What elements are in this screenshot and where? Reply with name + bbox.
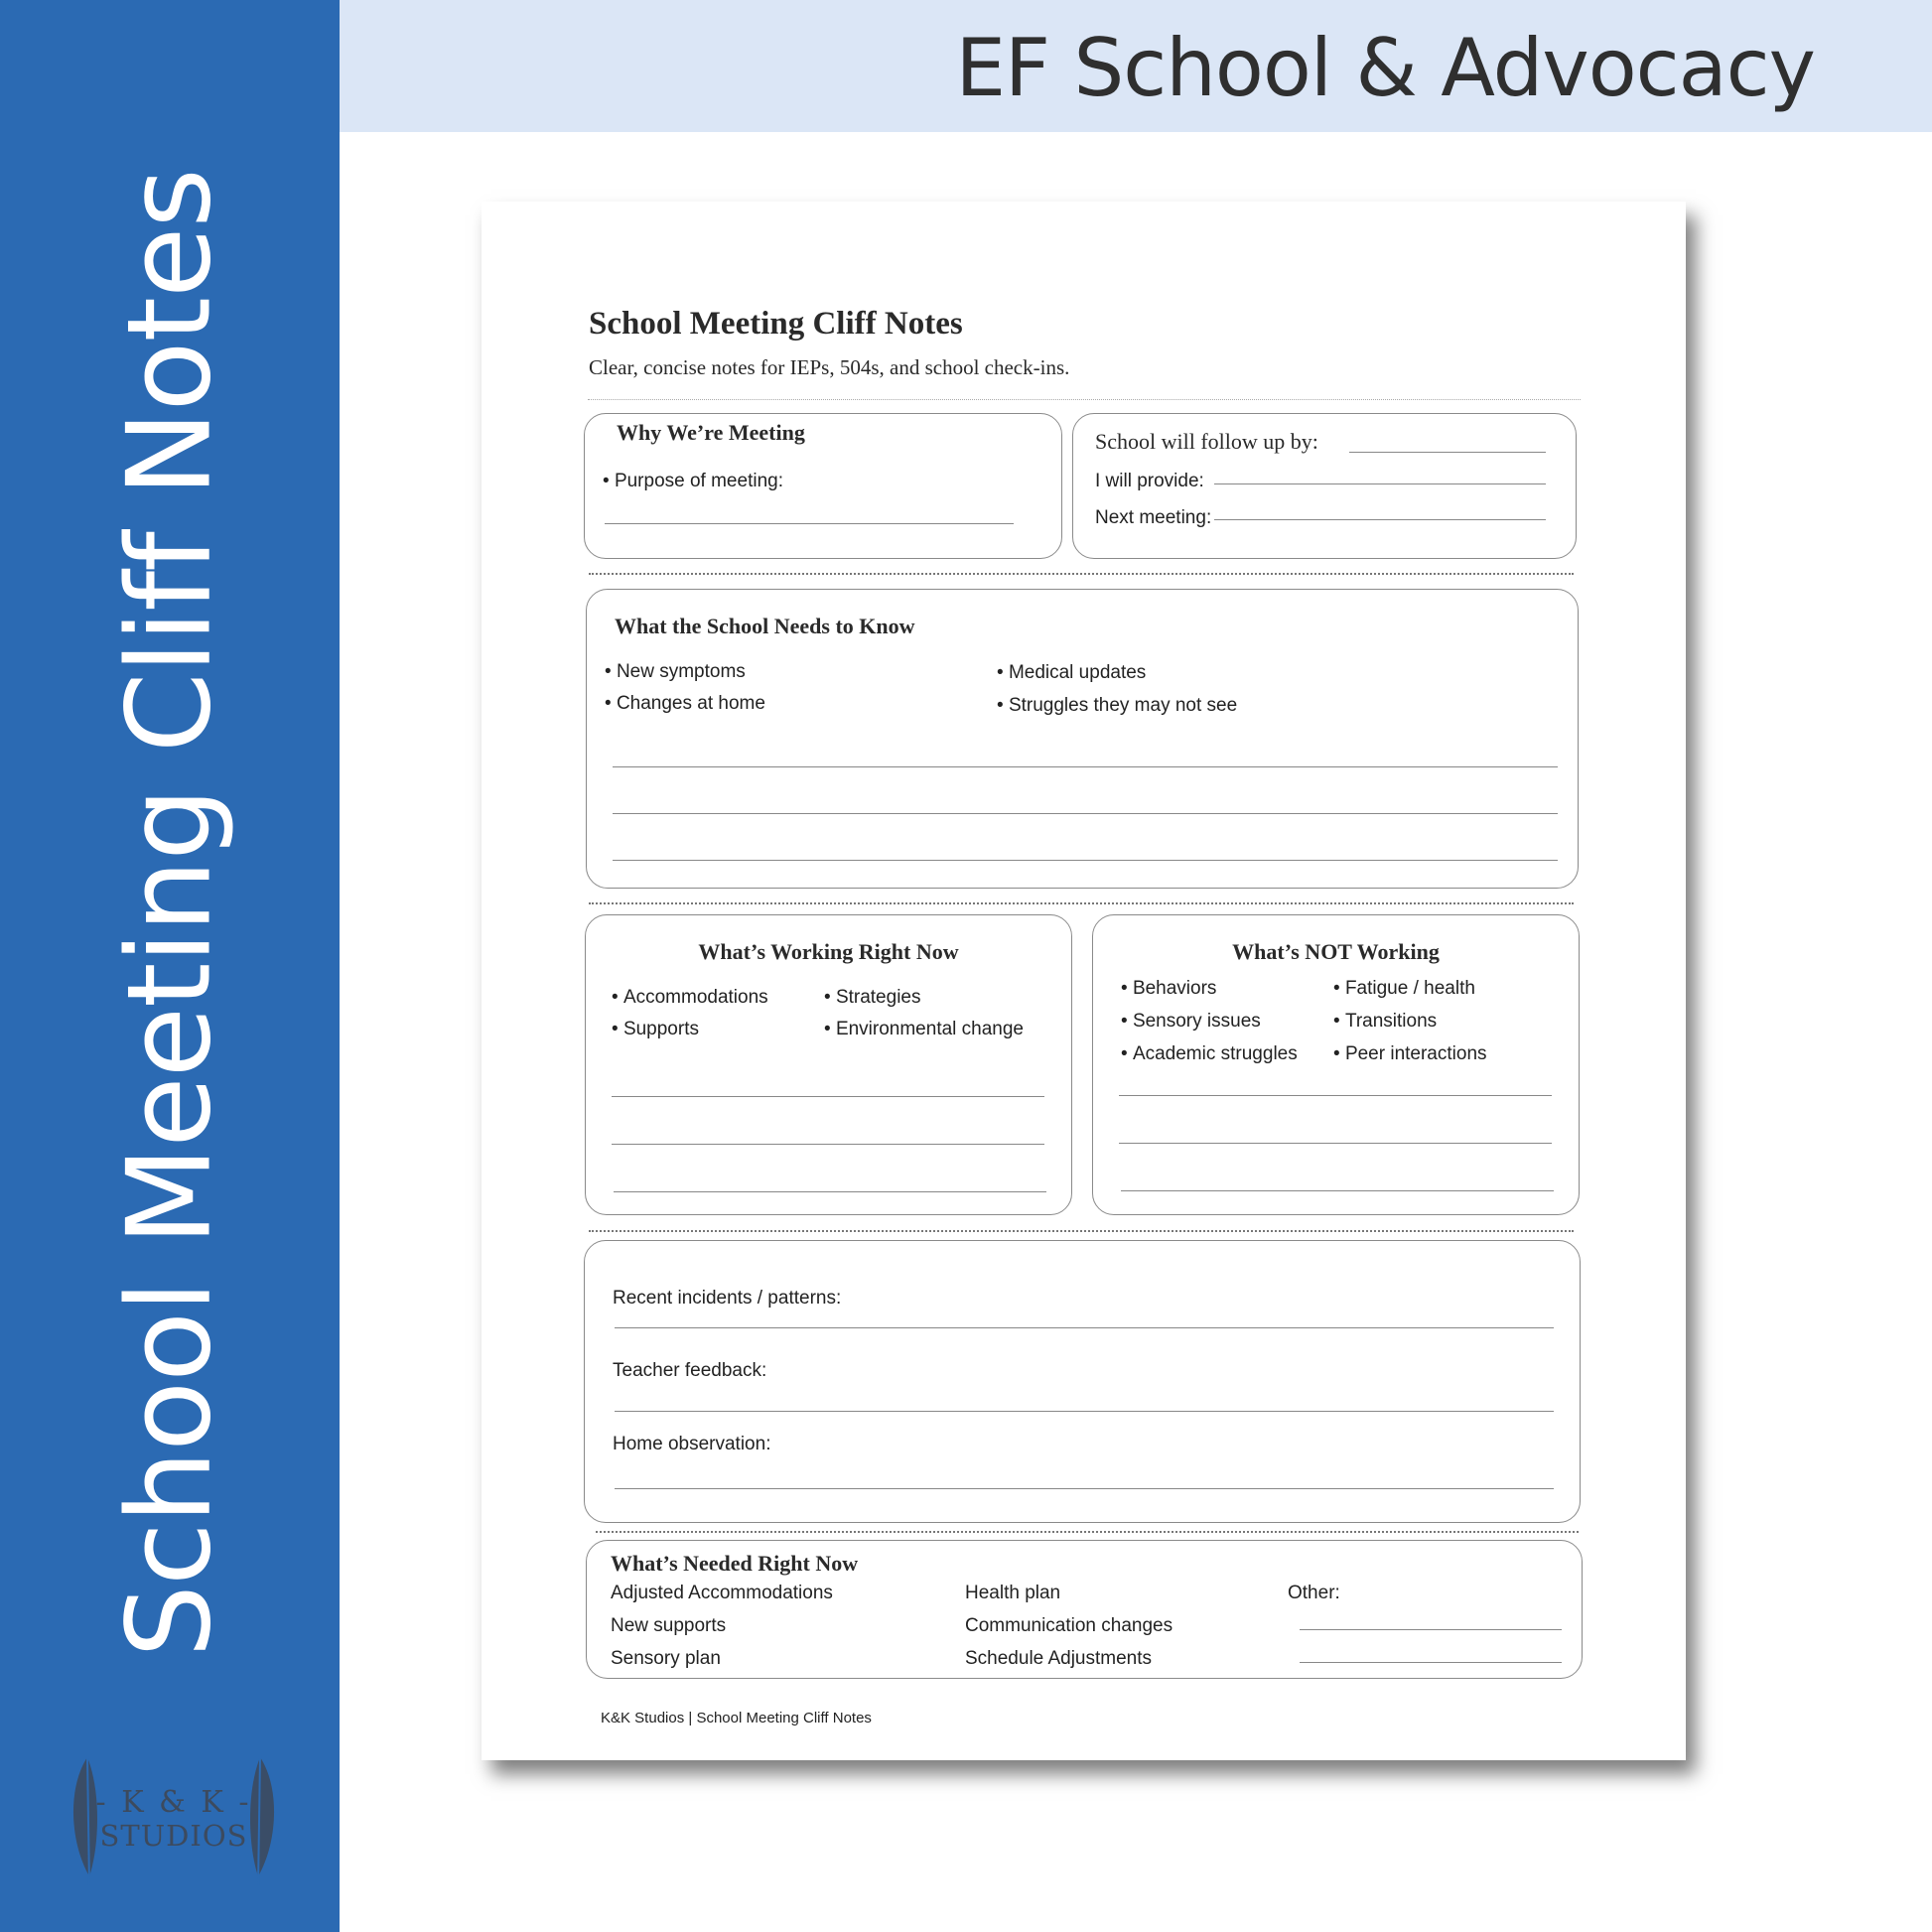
page-subtitle: Clear, concise notes for IEPs, 504s, and school check-ins. [589,355,1070,379]
other-label: Other: [1288,1583,1340,1603]
working-item: • Environmental change [824,1019,1024,1040]
divider [596,1531,1579,1533]
school-needs-box [586,589,1579,889]
sidebar-title: School Meeting Cliff Notes [102,169,237,1658]
working-heading: What’s Working Right Now [698,939,959,964]
not-working-item: • Sensory issues [1121,1011,1261,1033]
working-item: • Accommodations [612,987,768,1009]
not-working-item: • Peer interactions [1333,1043,1487,1065]
recent-incidents-line[interactable] [615,1327,1554,1328]
notes-line[interactable] [613,813,1558,814]
not-working-heading: What’s NOT Working [1232,939,1440,964]
divider [589,1230,1574,1232]
school-follow-up-line[interactable] [1349,452,1546,453]
other-line[interactable] [1300,1629,1562,1630]
next-meeting-label: Next meeting: [1095,507,1212,528]
page-title: School Meeting Cliff Notes [589,306,963,342]
why-meeting-heading: Why We’re Meeting [617,420,805,445]
needs-item: • Changes at home [605,693,765,715]
working-box [585,914,1072,1215]
sidebar [0,0,340,1932]
notes-line[interactable] [1119,1143,1552,1144]
divider [589,902,1574,904]
other-line[interactable] [1300,1662,1562,1663]
i-will-provide-label: I will provide: [1095,471,1204,491]
needed-item: Adjusted Accommodations [611,1583,833,1603]
needed-heading: What’s Needed Right Now [611,1551,859,1576]
teacher-feedback-label: Teacher feedback: [613,1360,767,1381]
logo-line-1: - K & K - [95,1785,252,1820]
needed-item: Sensory plan [611,1648,721,1669]
banner-title: EF School & Advocacy [955,22,1815,114]
not-working-item: • Academic struggles [1121,1043,1298,1065]
notes-line[interactable] [613,860,1558,861]
notes-line[interactable] [1119,1095,1552,1096]
observations-box [584,1240,1581,1523]
home-observation-label: Home observation: [613,1434,771,1454]
notes-line[interactable] [612,1096,1044,1097]
needs-item: • Medical updates [997,662,1146,684]
recent-incidents-label: Recent incidents / patterns: [613,1288,842,1309]
home-observation-line[interactable] [615,1488,1554,1489]
header-banner [340,0,1932,132]
notes-line[interactable] [612,1144,1044,1145]
notes-line[interactable] [1121,1190,1554,1191]
needed-box [586,1540,1583,1679]
not-working-item: • Fatigue / health [1333,978,1475,1000]
working-item: • Supports [612,1019,699,1040]
purpose-label: • Purpose of meeting: [603,471,783,492]
follow-up-box [1072,413,1577,559]
needed-item: New supports [611,1615,727,1636]
studio-logo [60,1747,288,1896]
needs-item: • Struggles they may not see [997,695,1237,717]
working-item: • Strategies [824,987,920,1009]
school-needs-heading: What the School Needs to Know [615,614,915,638]
i-will-provide-line[interactable] [1214,483,1546,484]
page-footer: K&K Studios | School Meeting Cliff Notes [601,1710,872,1726]
divider [588,399,1581,400]
school-follow-up-label: School will follow up by: [1095,429,1318,454]
needed-item: Health plan [965,1583,1061,1603]
needed-item: Schedule Adjustments [965,1648,1153,1669]
next-meeting-line[interactable] [1214,519,1546,520]
notes-line[interactable] [614,1191,1046,1192]
divider [589,573,1574,575]
teacher-feedback-line[interactable] [615,1411,1554,1412]
logo-line-2: STUDIOS [99,1819,248,1853]
needed-item: Communication changes [965,1615,1173,1636]
not-working-item: • Transitions [1333,1011,1437,1033]
notes-line[interactable] [613,766,1558,767]
why-meeting-box [584,413,1062,559]
not-working-item: • Behaviors [1121,978,1216,1000]
worksheet-page [482,202,1686,1760]
needs-item: • New symptoms [605,661,746,683]
purpose-line[interactable] [605,523,1014,524]
not-working-box [1092,914,1580,1215]
